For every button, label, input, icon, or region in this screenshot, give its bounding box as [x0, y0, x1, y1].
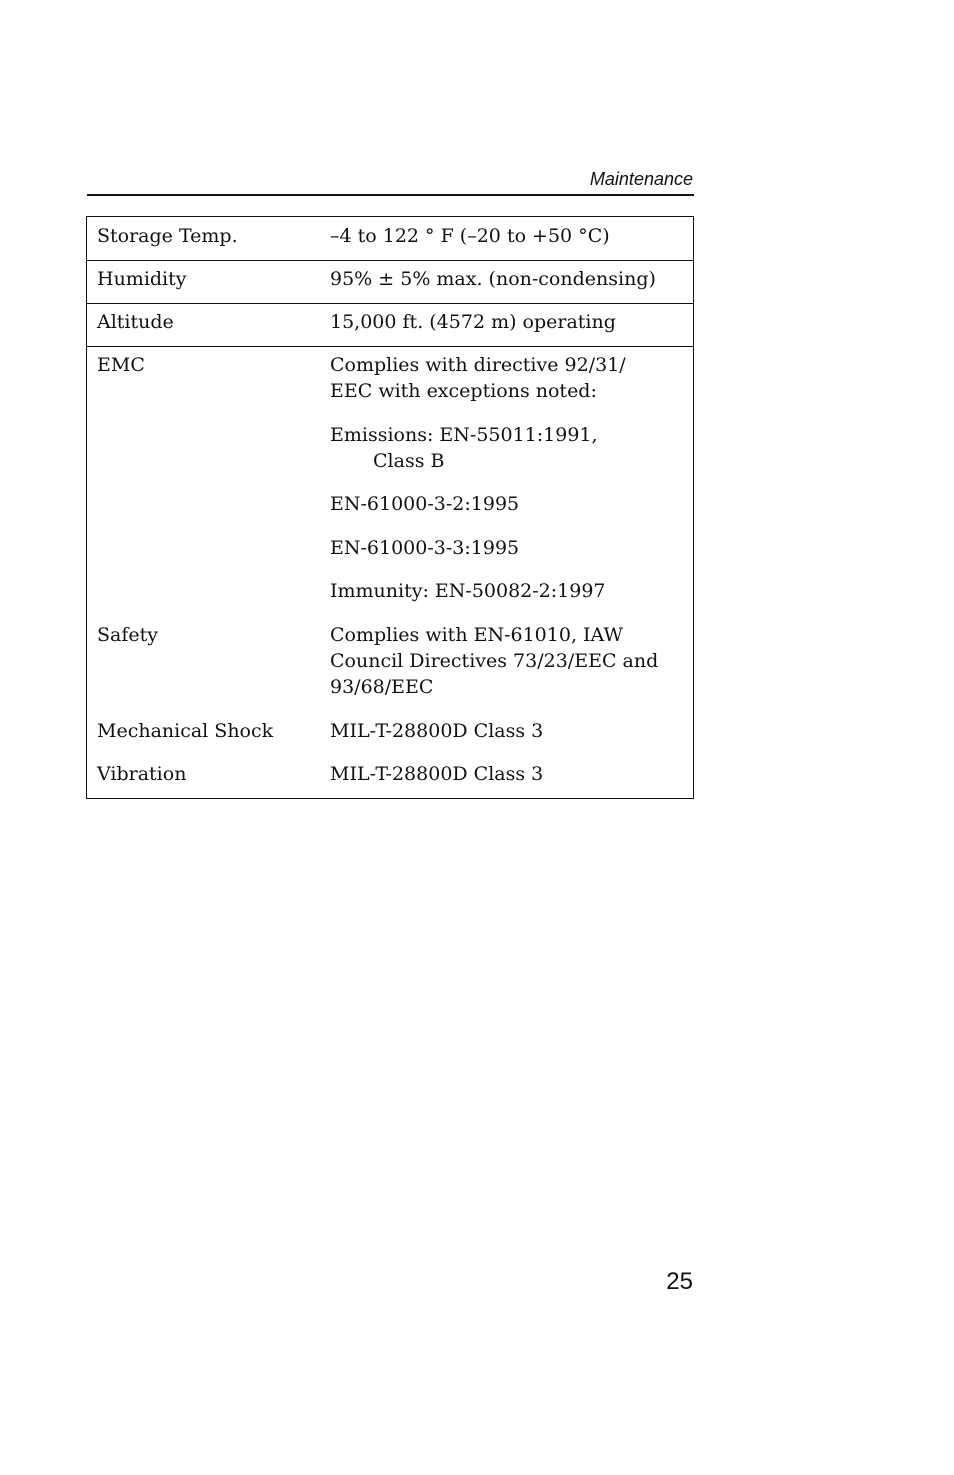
spec-row-mechanical-shock — [87, 700, 693, 744]
safety-line: Complies with EN-61010, IAW — [330, 624, 624, 646]
running-header: Maintenance — [589, 169, 693, 189]
emc-line: EN-61000-3-3:1995 — [330, 537, 520, 559]
emc-line: Class B — [373, 450, 445, 472]
spec-value — [330, 352, 693, 604]
spec-row-altitude — [87, 304, 693, 347]
page-number: 25 — [666, 1268, 693, 1295]
emc-line: Emissions: EN-55011:1991, — [330, 424, 598, 446]
spec-value: –4 to 122 ° F (–20 to +50 °C) — [330, 225, 610, 247]
spec-value: MIL-T-28800D Class 3 — [330, 763, 544, 785]
spec-table — [86, 216, 694, 799]
spec-label: Safety — [97, 624, 158, 646]
spec-label: EMC — [97, 354, 145, 376]
safety-line: 93/68/EEC — [330, 676, 434, 698]
header-rule — [87, 194, 694, 196]
spec-row-vibration — [87, 744, 693, 798]
spec-value: 15,000 ft. (4572 m) operating — [330, 311, 616, 333]
spec-label: Vibration — [97, 763, 187, 785]
emc-line: Complies with directive 92/31/ — [330, 354, 626, 376]
spec-row-emc — [87, 347, 693, 604]
spec-label: Storage Temp. — [97, 225, 238, 247]
spec-value: MIL-T-28800D Class 3 — [330, 720, 544, 742]
emc-line: EEC with exceptions noted: — [330, 380, 597, 402]
safety-line: Council Directives 73/23/EEC and — [330, 650, 659, 672]
emc-line: EN-61000-3-2:1995 — [330, 493, 520, 515]
spec-value: 95% ± 5% max. (non-condensing) — [330, 268, 656, 290]
spec-label: Humidity — [97, 268, 187, 290]
spec-label: Altitude — [97, 311, 174, 333]
spec-row-storage-temp — [87, 217, 693, 261]
spec-row-safety — [87, 604, 693, 700]
spec-value — [330, 622, 693, 700]
spec-row-humidity — [87, 261, 693, 304]
spec-label: Mechanical Shock — [97, 720, 274, 742]
emc-line: Immunity: EN-50082-2:1997 — [330, 580, 606, 602]
